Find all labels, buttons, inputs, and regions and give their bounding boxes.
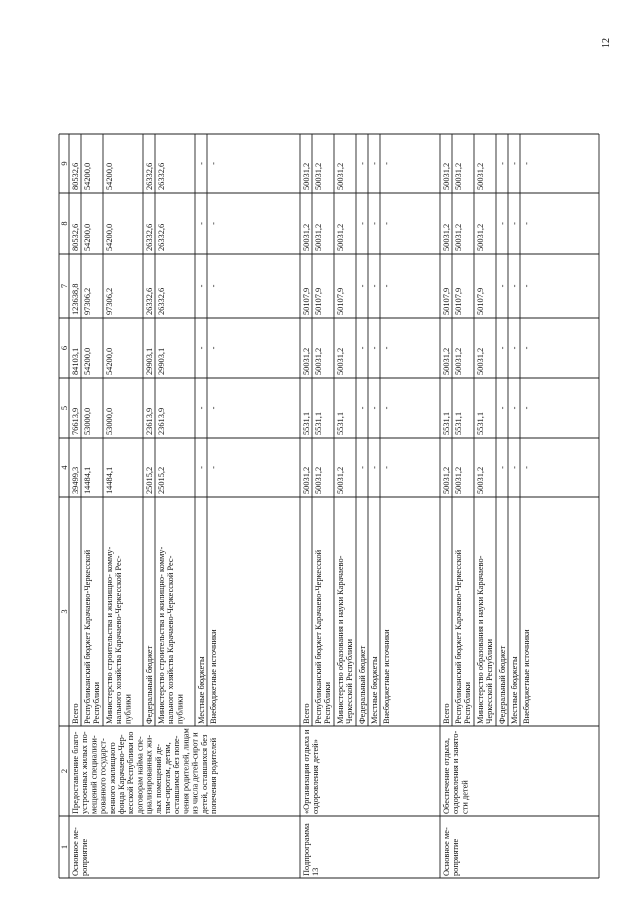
funding-source: Местные бюджеты	[197, 656, 206, 724]
value-cell: -	[498, 162, 507, 165]
value-cell: -	[522, 346, 531, 350]
value-cell: -	[209, 284, 218, 288]
value-cell: 50107,9	[454, 287, 463, 315]
column-header: 4	[60, 465, 69, 470]
value-cell: -	[209, 346, 218, 350]
value-cell: 29903,1	[145, 347, 154, 375]
column-header: 7	[60, 283, 69, 289]
funding-source: публики	[123, 694, 133, 724]
block-row-label: 13	[311, 867, 321, 876]
value-cell: 25015,2	[145, 466, 154, 494]
value-cell: 26332,6	[157, 162, 166, 190]
block-description: оздоровления детей»	[311, 739, 321, 814]
value-cell: 97306,2	[83, 287, 92, 315]
value-cell: -	[498, 346, 507, 350]
value-cell: 26332,6	[145, 287, 154, 315]
value-cell: -	[370, 284, 379, 288]
value-cell: 50031,2	[454, 162, 463, 190]
value-cell: 50107,9	[442, 287, 451, 315]
block-description: сти детей	[460, 780, 470, 814]
value-cell: 50031,2	[442, 347, 451, 375]
value-cell: 5531,1	[314, 411, 323, 435]
value-cell: -	[209, 406, 218, 410]
funding-source: Министерство образования и науки Карачаево-	[336, 555, 345, 724]
value-cell: 50031,2	[442, 466, 451, 494]
value-cell: 50031,2	[336, 162, 345, 190]
value-cell: -	[382, 222, 391, 225]
value-cell: 50031,2	[336, 466, 345, 494]
funding-source: Федеральный бюджет	[358, 645, 367, 724]
value-cell: 53000,0	[83, 407, 92, 435]
value-cell: -	[358, 284, 367, 288]
funding-source: Республики	[92, 681, 102, 724]
block-description: чения родителей, лицам	[181, 728, 191, 814]
value-cell: -	[522, 222, 531, 225]
funding-source: Местные бюджеты	[370, 656, 379, 724]
value-cell: -	[498, 406, 507, 410]
value-cell: 50031,2	[302, 466, 311, 494]
value-cell: 50031,2	[454, 466, 463, 494]
value-cell: -	[510, 162, 519, 165]
value-cell: 50031,2	[314, 162, 323, 190]
value-cell: -	[522, 466, 531, 469]
value-cell: 54200,0	[83, 162, 92, 190]
value-cell: -	[197, 162, 206, 165]
value-cell: 54200,0	[83, 223, 92, 251]
value-cell: 50031,2	[302, 347, 311, 375]
value-cell: 50031,2	[476, 162, 485, 190]
value-cell: 5531,1	[454, 411, 463, 435]
block-description: лых помещений де-	[153, 743, 163, 814]
value-cell: 84103,1	[71, 347, 80, 375]
value-cell: -	[197, 284, 206, 288]
funding-source: Черкесской Республики	[345, 639, 355, 724]
funding-source: Федеральный бюджет	[145, 645, 154, 724]
funding-source: Всего	[71, 703, 80, 724]
block-row-label: Основное ме-	[442, 827, 451, 876]
value-cell: 123638,8	[71, 283, 80, 315]
value-cell: 50107,9	[302, 287, 311, 315]
value-cell: 76613,9	[71, 407, 80, 435]
funding-source: Министерство строительства и жилищно- комму-	[157, 546, 166, 724]
value-cell: 50031,2	[476, 223, 485, 251]
column-header: 3	[60, 609, 69, 614]
funding-source: Внебюджетные источники	[382, 629, 391, 724]
block-description: оставшимся без попе-	[172, 735, 182, 814]
value-cell: 50031,2	[442, 162, 451, 190]
table-content	[60, 161, 531, 876]
value-cell: -	[382, 346, 391, 350]
column-header: 1	[60, 844, 69, 850]
funding-source: нального хозяйства Карачаево-Черкесской Рес-	[114, 555, 124, 724]
column-header: 8	[60, 221, 69, 226]
value-cell: 50031,2	[314, 347, 323, 375]
value-cell: 23613,9	[145, 407, 154, 435]
value-cell: -	[510, 406, 519, 410]
funding-source: Черкесской Республики	[485, 639, 495, 724]
value-cell: 50031,2	[454, 223, 463, 251]
value-cell: -	[510, 284, 519, 288]
block-description: договорам найма спе-	[135, 736, 145, 814]
block-row-label: Подпрограмма	[302, 823, 311, 876]
value-cell: 26332,6	[145, 223, 154, 251]
value-cell: -	[370, 346, 379, 350]
value-cell: -	[382, 284, 391, 288]
funding-source: Республики	[463, 681, 473, 724]
value-cell: -	[510, 466, 519, 469]
block-description: рованного государст-	[98, 738, 108, 814]
value-cell: -	[370, 406, 379, 410]
value-cell: -	[498, 284, 507, 288]
value-cell: -	[382, 466, 391, 469]
value-cell: 5531,1	[336, 411, 345, 435]
value-cell: 50031,2	[302, 162, 311, 190]
value-cell: 26332,6	[157, 287, 166, 315]
block-description: из числа детей-сирот и	[190, 732, 200, 814]
value-cell: -	[358, 222, 367, 225]
column-header: 2	[60, 768, 69, 774]
funding-source: Всего	[442, 703, 451, 724]
block-description: циализированных жи-	[144, 734, 154, 814]
block-description: детей, оставшихся без	[199, 734, 209, 814]
funding-source: Республиканский бюджет Карачаево-Черкесской	[454, 549, 463, 724]
value-cell: 50031,2	[314, 466, 323, 494]
funding-source: нального хозяйства Карачаево-Черкесской Рес-	[166, 555, 176, 724]
value-cell: 5531,1	[476, 411, 485, 435]
value-cell: 50107,9	[336, 287, 345, 315]
block-description: Обеспечение отдыха,	[442, 738, 451, 814]
block-description: мещений специализи-	[89, 735, 99, 814]
block-description: «Организация отдыха и	[302, 729, 311, 814]
value-cell: 50031,2	[476, 466, 485, 494]
value-cell: -	[522, 406, 531, 410]
value-cell: 50031,2	[476, 347, 485, 375]
block-description: кесской Республики по	[126, 731, 136, 814]
value-cell: -	[197, 346, 206, 350]
column-header: 6	[60, 345, 69, 351]
value-cell: 50107,9	[314, 287, 323, 315]
funding-source: Всего	[302, 703, 311, 724]
value-cell: 26332,6	[145, 162, 154, 190]
value-cell: 50031,2	[442, 223, 451, 251]
block-description: тям-сиротам, детям,	[163, 742, 172, 814]
value-cell: -	[370, 466, 379, 469]
column-header: 9	[60, 161, 69, 166]
value-cell: 5531,1	[442, 411, 451, 435]
value-cell: 50031,2	[336, 347, 345, 375]
value-cell: 50031,2	[302, 223, 311, 251]
column-header: 5	[60, 405, 69, 411]
value-cell: -	[358, 466, 367, 469]
value-cell: 39499,3	[71, 466, 80, 494]
rotated-table	[59, 134, 599, 878]
value-cell: 54200,0	[105, 347, 114, 375]
value-cell: 5531,1	[302, 411, 311, 435]
block-description: попечения родителей	[209, 737, 218, 814]
value-cell: -	[209, 222, 218, 225]
block-row-label: Основное ме-	[71, 827, 80, 876]
value-cell: 14484,1	[105, 466, 114, 494]
block-row-label: роприятие	[80, 838, 90, 876]
value-cell: -	[197, 466, 206, 469]
value-cell: 25015,2	[157, 466, 166, 494]
value-cell: 80532,6	[71, 162, 80, 190]
funding-source: Федеральный бюджет	[498, 645, 507, 724]
value-cell: -	[209, 466, 218, 469]
value-cell: 23613,9	[157, 407, 166, 435]
block-description: венного жилищного	[107, 742, 117, 814]
value-cell: 80532,6	[71, 223, 80, 251]
page-number: 12	[601, 38, 612, 48]
value-cell: -	[382, 406, 391, 410]
block-description: Предоставление благо-	[71, 731, 80, 814]
block-row-label: роприятие	[451, 838, 461, 876]
value-cell: -	[197, 406, 206, 410]
funding-source: Министерство образования и науки Карачаево-	[476, 555, 485, 724]
funding-source: Республики	[323, 681, 333, 724]
value-cell: -	[522, 284, 531, 288]
value-cell: 50031,2	[454, 347, 463, 375]
funding-source: публики	[175, 694, 185, 724]
funding-source: Внебюджетные источники	[209, 629, 218, 724]
value-cell: -	[370, 162, 379, 165]
value-cell: 54200,0	[105, 223, 114, 251]
value-cell: 14484,1	[83, 466, 92, 494]
value-cell: -	[197, 222, 206, 225]
funding-source: Местные бюджеты	[510, 656, 519, 724]
value-cell: 29903,1	[157, 347, 166, 375]
value-cell: 53000,0	[105, 407, 114, 435]
funding-source: Министерство строительства и жилищно- комму-	[105, 546, 114, 724]
value-cell: -	[358, 406, 367, 410]
funding-source: Республиканский бюджет Карачаево-Черкесской	[83, 549, 92, 724]
block-description: оздоровления и занято-	[451, 730, 461, 814]
value-cell: -	[209, 162, 218, 165]
value-cell: -	[510, 222, 519, 225]
value-cell: 50031,2	[314, 223, 323, 251]
value-cell: -	[370, 222, 379, 225]
value-cell: -	[498, 466, 507, 469]
value-cell: -	[358, 162, 367, 165]
funding-source: Внебюджетные источники	[522, 629, 531, 724]
block-description: фонда Карачаево-Чер-	[117, 734, 126, 814]
funding-source: Республиканский бюджет Карачаево-Черкесской	[314, 549, 323, 724]
value-cell: 54200,0	[105, 162, 114, 190]
block-description: устроенных жилых по-	[80, 731, 90, 814]
value-cell: -	[522, 162, 531, 165]
value-cell: -	[510, 346, 519, 350]
value-cell: 54200,0	[83, 347, 92, 375]
value-cell: 50031,2	[336, 223, 345, 251]
value-cell: -	[498, 222, 507, 225]
value-cell: 26332,6	[157, 223, 166, 251]
value-cell: -	[358, 346, 367, 350]
value-cell: 97306,2	[105, 287, 114, 315]
value-cell: -	[382, 162, 391, 165]
value-cell: 50107,9	[476, 287, 485, 315]
